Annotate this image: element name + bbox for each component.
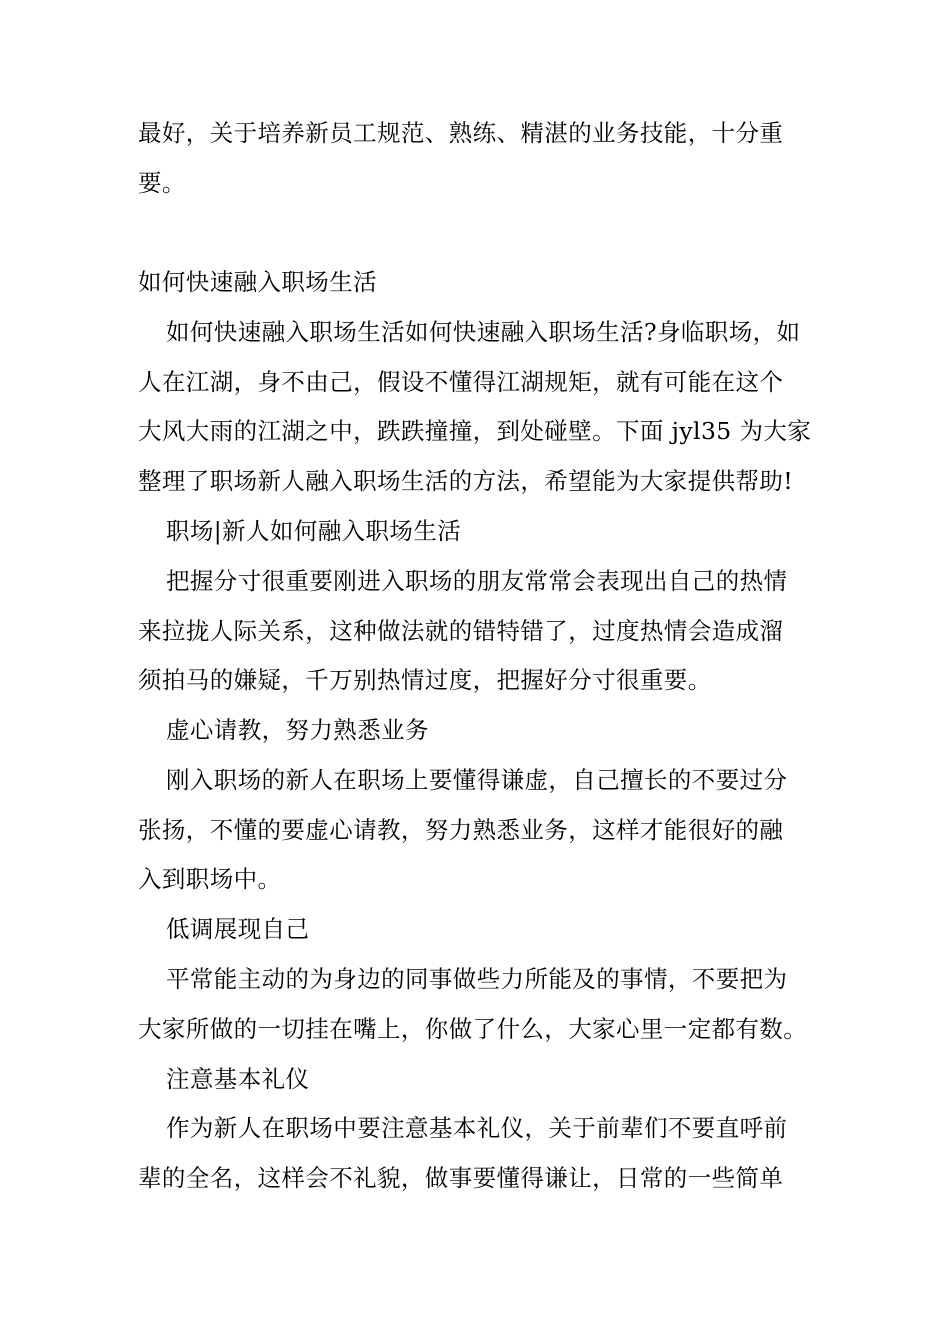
paragraph-line: 作为新人在职场中要注意基本礼仪，关于前辈们不要直呼前 (166, 1114, 788, 1142)
paragraph-line: 整理了职场新人融入职场生活的方法，希望能为大家提供帮助! (138, 467, 794, 495)
subheading: 低调展现自己 (166, 915, 310, 943)
subheading: 职场|新人如何融入职场生活 (166, 517, 462, 545)
paragraph-line: 须拍马的嫌疑，千万别热情过度，把握好分寸很重要。 (138, 666, 712, 694)
paragraph-line: 把握分寸很重要刚进入职场的朋友常常会表现出自己的热情 (166, 567, 788, 595)
paragraph-line: 来拉拢人际关系，这种做法就的错特错了，过度热情会造成溜 (138, 617, 784, 645)
paragraph-line: 入到职场中。 (138, 865, 282, 893)
section-title: 如何快速融入职场生活 (138, 268, 377, 296)
paragraph-line: 刚入职场的新人在职场上要懂得谦虚，自己擅长的不要过分 (166, 766, 788, 794)
subheading: 虚心请教，努力熟悉业务 (166, 716, 429, 744)
paragraph-line: 张扬，不懂的要虚心请教，努力熟悉业务，这样才能很好的融 (138, 816, 784, 844)
paragraph-line: 如何快速融入职场生活如何快速融入职场生活?身临职场，如 (166, 318, 801, 346)
paragraph-line: 要。 (138, 169, 186, 197)
paragraph-line: 大风大雨的江湖之中，跌跌撞撞，到处碰壁。下面 jyl35 为大家 (138, 417, 812, 445)
paragraph-line: 平常能主动的为身边的同事做些力所能及的事情，不要把为 (166, 965, 788, 993)
subheading: 注意基本礼仪 (166, 1065, 310, 1093)
paragraph-line: 辈的全名，这样会不礼貌，做事要懂得谦让，日常的一些简单 (138, 1164, 784, 1192)
paragraph-line: 大家所做的一切挂在嘴上，你做了什么，大家心里一定都有数。 (138, 1015, 808, 1043)
paragraph-line: 人在江湖，身不由己，假设不懂得江湖规矩，就有可能在这个 (138, 368, 784, 396)
paragraph-line: 最好，关于培养新员工规范、熟练、精湛的业务技能，十分重 (138, 119, 784, 147)
